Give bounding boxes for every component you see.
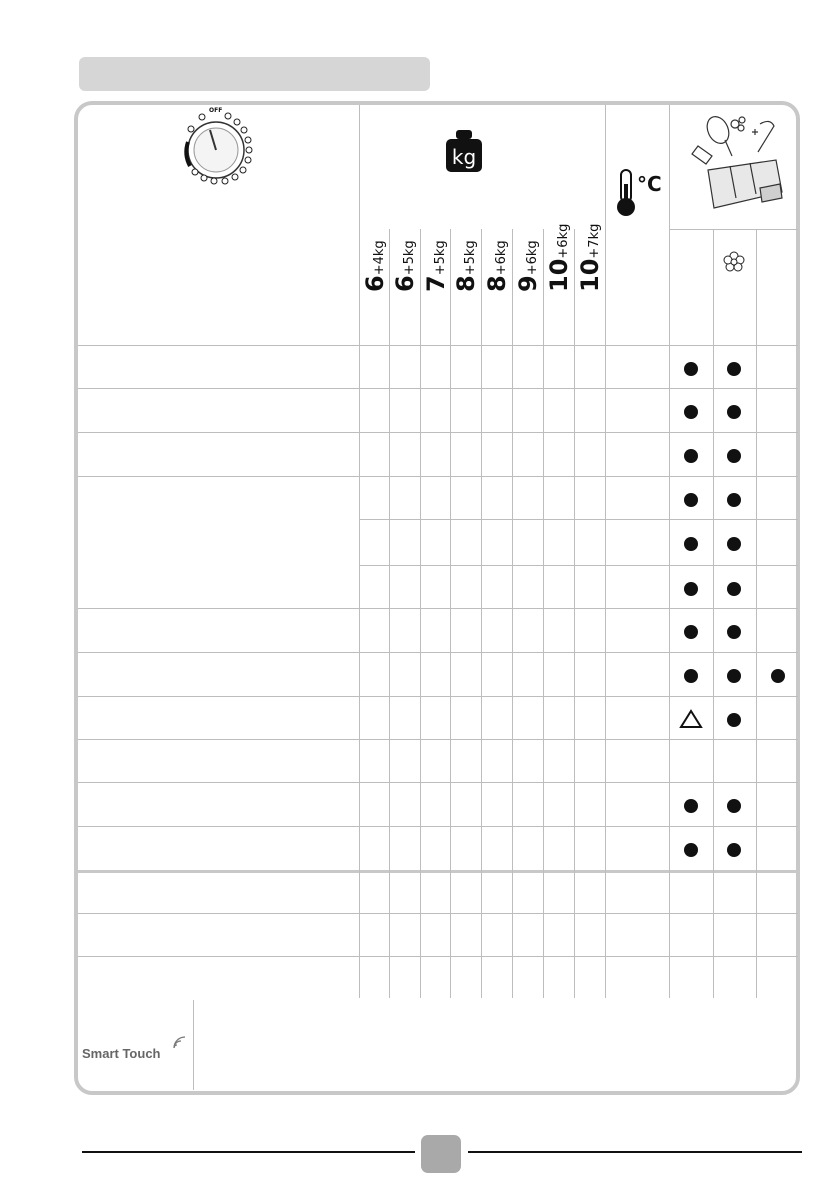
detergent-dot xyxy=(727,799,741,813)
detergent-dot xyxy=(727,582,741,596)
detergent-column-divider xyxy=(713,229,714,998)
load-capacity-label: 8+5kg xyxy=(452,240,480,292)
load-capacity-label: 8+6kg xyxy=(483,240,511,292)
row-divider xyxy=(78,345,798,346)
temperature-column-divider xyxy=(669,105,670,998)
temperature-unit-label: °C xyxy=(637,172,662,196)
detergent-dot xyxy=(727,843,741,857)
load-column-divider xyxy=(512,229,513,998)
detergent-triangle-icon xyxy=(679,709,703,729)
detergent-dot xyxy=(684,405,698,419)
load-column-divider xyxy=(420,229,421,998)
row-divider xyxy=(78,870,798,873)
smart-touch-divider xyxy=(193,1000,194,1090)
row-divider xyxy=(78,956,798,957)
load-column-divider xyxy=(359,105,360,998)
detergent-header-divider xyxy=(669,229,798,230)
row-divider xyxy=(78,432,798,433)
row-divider xyxy=(78,476,798,477)
detergent-dot xyxy=(727,362,741,376)
detergent-dot xyxy=(684,625,698,639)
detergent-dot xyxy=(684,537,698,551)
load-capacity-label: 9+6kg xyxy=(514,240,542,292)
thermometer-icon xyxy=(614,168,638,218)
load-column-divider xyxy=(543,229,544,998)
detergent-dot xyxy=(684,799,698,813)
detergent-dot xyxy=(727,493,741,507)
detergent-dot xyxy=(727,449,741,463)
row-divider xyxy=(78,826,798,827)
load-capacity-label: 7+5kg xyxy=(422,240,450,292)
row-divider xyxy=(78,652,798,653)
load-capacity-label: 6+4kg xyxy=(361,240,389,292)
nfc-signal-icon xyxy=(172,1034,188,1050)
detergent-dot xyxy=(727,537,741,551)
row-divider xyxy=(78,739,798,740)
detergent-dot xyxy=(727,713,741,727)
footer-rule-left xyxy=(82,1151,415,1153)
section-title-bar xyxy=(79,57,430,91)
row-divider xyxy=(78,696,798,697)
load-capacity-label: 10+6kg xyxy=(545,223,573,292)
load-column-divider xyxy=(389,229,390,998)
detergent-dot xyxy=(727,625,741,639)
row-divider xyxy=(78,782,798,783)
softener-flower-icon xyxy=(722,250,746,274)
load-capacity-label: 6+5kg xyxy=(391,240,419,292)
dial-off-label: OFF xyxy=(209,107,223,114)
row-divider xyxy=(359,519,798,520)
detergent-dot xyxy=(727,669,741,683)
detergent-dot xyxy=(727,405,741,419)
row-divider xyxy=(78,913,798,914)
load-column-divider xyxy=(450,229,451,998)
programme-dial-icon xyxy=(176,104,256,186)
load-column-divider xyxy=(605,105,606,998)
row-divider xyxy=(78,388,798,389)
weight-icon xyxy=(446,130,482,172)
detergent-dot xyxy=(684,669,698,683)
detergent-dot xyxy=(684,449,698,463)
detergent-column-divider xyxy=(756,229,757,998)
row-divider xyxy=(359,565,798,566)
detergent-dot xyxy=(684,582,698,596)
row-divider xyxy=(78,608,798,609)
smart-touch-label xyxy=(82,1046,161,1061)
load-column-divider xyxy=(481,229,482,998)
footer-rule-right xyxy=(468,1151,802,1153)
smart-touch-text: Smart Touch xyxy=(82,1046,161,1061)
detergent-dot xyxy=(771,669,785,683)
detergent-dot xyxy=(684,843,698,857)
detergent-dot xyxy=(684,493,698,507)
detergent-drawer-icon xyxy=(690,110,790,224)
weight-icon-label: kg xyxy=(451,145,477,169)
load-column-divider xyxy=(574,229,575,998)
page-number-box xyxy=(421,1135,461,1173)
load-capacity-label: 10+7kg xyxy=(576,223,604,292)
detergent-dot xyxy=(684,362,698,376)
